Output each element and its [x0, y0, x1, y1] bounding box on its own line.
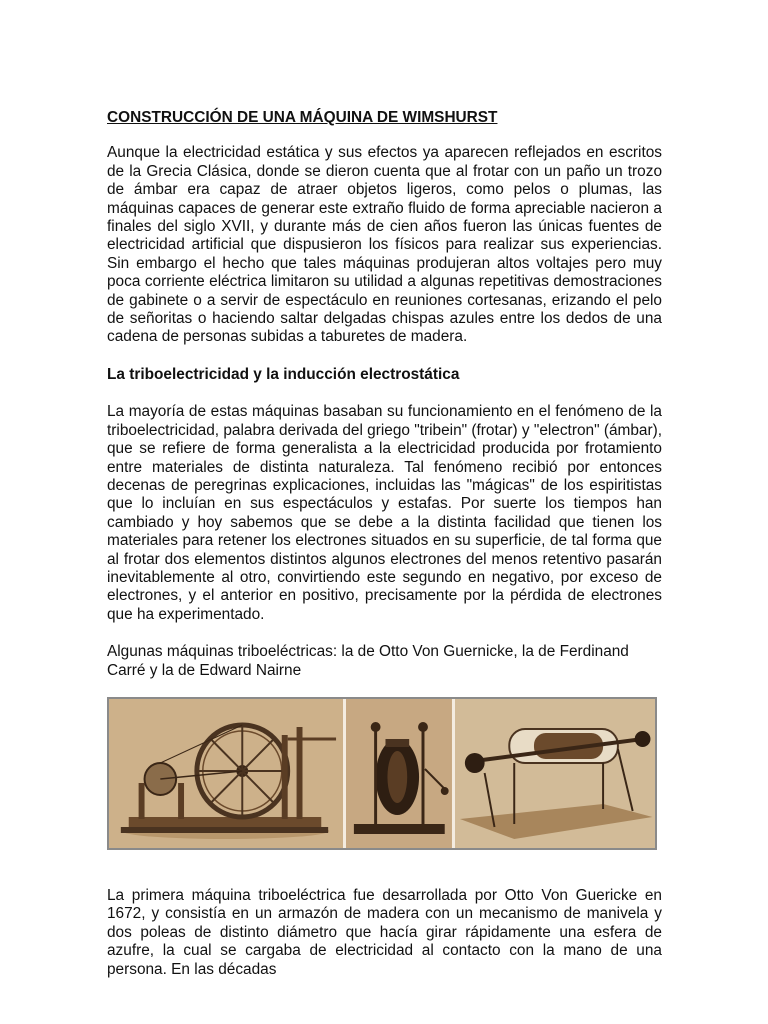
intro-paragraph: Aunque la electricidad estática y sus efectos ya aparecen reflejados en escritos de la Grecia Clásica, donde se dieron cuenta que al frotar con un paño un trozo de ámbar era capaz de atraer objetos ligeros, como pelos o plumas, las máquinas capaces de generar este extraño fluido de forma apreciable nacieron a finales del siglo XVII, y durante más de cien años fueron las únicas fuentes de electricidad artificial que dispusieron los físicos para realizar sus experiencias. Sin embargo el hecho que tales máquinas produjeran altos voltajes pero muy poca corriente eléctrica limitaron su utilidad a algunas repetitivas demostraciones de gabinete o a servir de espectáculo en reuniones cortesanas, erizando el pelo de señoritas o haciendo saltar delgadas chispas azules entre los dedos de una cadena de personas subidas a taburetes de madera. [107, 144, 662, 346]
carre-machine-image [343, 699, 452, 848]
section-heading: La triboelectricidad y la inducción electrostática [107, 365, 460, 383]
document-page [107, 100, 662, 979]
guericke-paragraph: La primera máquina triboeléctrica fue desarrollada por Otto Von Guericke en 1672, y consistía en un armazón de madera con un mecanismo de manivela y dos poleas de distinto diámetro que hacía girar rápidamente una esfera de azufre, la cual se cargaba de electricidad al contacto con la mano de una persona. En las décadas [107, 886, 662, 978]
triboelectricity-paragraph: La mayoría de estas máquinas basaban su funcionamiento en el fenómeno de la triboelectricidad, palabra derivada del griego "tribein" (frotar) y "electron" (ámbar), que se refiere de forma generalista a la electricidad producida por frotamiento entre materiales de distinta naturaleza. Tal fenómeno recibió por entonces decenas de peregrinas explicaciones, incluidas las "mágicas" de los espiritistas que lo incluían en sus espectáculos y estafas. Por suerte los tiempos han cambiado y hoy sabemos que se debe a la distinta facilidad que tienen los materiales para retener los electrones situados en su superficie, de tal forma que al frotar dos elementos distintos algunos electrones del menos retentivo pasarán inevitablemente al otro, convirtiendo este segundo en negativo, por exceso de electrones, y el anterior en positivo, precisamente por la pérdida de electrones que ha experimentado. [107, 403, 662, 623]
machines-caption: Algunas máquinas triboeléctricas: la de Otto Von Guernicke, la de Ferdinand Carré y la de Edward Nairne [107, 643, 629, 679]
machines-figure [107, 697, 657, 850]
document-title: CONSTRUCCIÓN DE UNA MÁQUINA DE WIMSHURST [107, 109, 498, 126]
guericke-machine-image [109, 699, 343, 848]
nairne-machine-image [452, 699, 655, 848]
